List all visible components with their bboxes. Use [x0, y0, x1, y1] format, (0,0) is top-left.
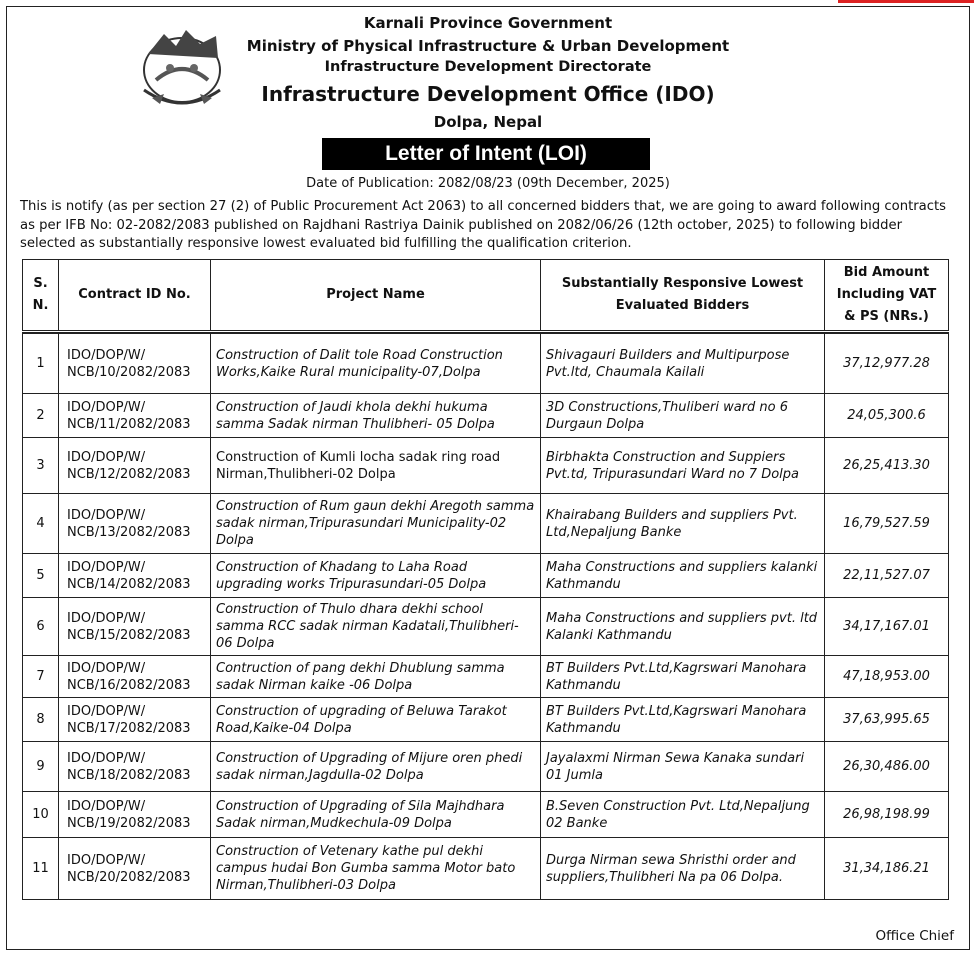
row-amount: 24,05,300.6	[825, 394, 949, 438]
row-sn: 7	[23, 656, 59, 698]
table-row	[23, 742, 949, 792]
row-sn: 1	[23, 334, 59, 394]
row-project: Construction of Vetenary kathe pul dekhi campus hudai Bon Gumba samma Motor bato Nirman,Thulibheri-03 Dolpa	[211, 838, 541, 900]
top-accent-bar	[838, 0, 974, 3]
row-project: Construction of Rum gaun dekhi Aregoth samma sadak nirman,Tripurasundari Municipality-02 Dolpa	[211, 494, 541, 554]
row-bidder: Maha Constructions and suppliers kalanki Kathmandu	[541, 554, 825, 598]
row-amount: 26,25,413.30	[825, 438, 949, 494]
row-contract-id: IDO/DOP/W/ NCB/17/2082/2083	[59, 698, 211, 742]
row-amount: 47,18,953.00	[825, 656, 949, 698]
row-contract-id: IDO/DOP/W/ NCB/14/2082/2083	[59, 554, 211, 598]
header-sn: S. N.	[23, 260, 59, 332]
row-contract-id: IDO/DOP/W/ NCB/20/2082/2083	[59, 838, 211, 900]
row-sn: 3	[23, 438, 59, 494]
row-project: Construction of Jaudi khola dekhi hukuma samma Sadak nirman Thulibheri- 05 Dolpa	[211, 394, 541, 438]
row-amount: 31,34,186.21	[825, 838, 949, 900]
row-sn: 2	[23, 394, 59, 438]
row-bidder: BT Builders Pvt.Ltd,Kagrswari Manohara Kathmandu	[541, 656, 825, 698]
row-contract-id: IDO/DOP/W/ NCB/10/2082/2083	[59, 334, 211, 394]
row-project: Construction of Dalit tole Road Construction Works,Kaike Rural municipality-07,Dolpa	[211, 334, 541, 394]
table-row	[23, 698, 949, 742]
header-project-name: Project Name	[211, 260, 541, 332]
header-bid-amount: Bid Amount Including VAT & PS (NRs.)	[825, 260, 949, 332]
row-bidder: Khairabang Builders and suppliers Pvt. Ltd,Nepaljung Banke	[541, 494, 825, 554]
row-sn: 11	[23, 838, 59, 900]
intro-paragraph: This is notify (as per section 27 (2) of Public Procurement Act 2063) to all concerned bidders that, we are going to award following contracts as per IFB No: 02-2082/2083 published on Rajdhani Rastriya Dainik published on 2082/06/26 (12th october, 2025) to following bidder selected as substantially responsive lowest evaluated bid fulfilling the qualification criterion.	[20, 199, 947, 251]
row-bidder: B.Seven Construction Pvt. Ltd,Nepaljung 02 Banke	[541, 792, 825, 838]
row-sn: 9	[23, 742, 59, 792]
row-sn: 4	[23, 494, 59, 554]
row-project: Construction of Thulo dhara dekhi school samma RCC sadak nirman Kadatali,Thulibheri-06 Dolpa	[211, 598, 541, 656]
ministry-name: Ministry of Physical Infrastructure & Urban Development	[246, 37, 730, 55]
table-row	[23, 334, 949, 394]
table-row	[23, 598, 949, 656]
row-bidder: Maha Constructions and suppliers pvt. ltd Kalanki Kathmandu	[541, 598, 825, 656]
row-bidder: Durga Nirman sewa Shristhi order and suppliers,Thulibheri Na pa 06 Dolpa.	[541, 838, 825, 900]
row-bidder: Shivagauri Builders and Multipurpose Pvt.ltd, Chaumala Kailali	[541, 334, 825, 394]
row-contract-id: IDO/DOP/W/ NCB/19/2082/2083	[59, 792, 211, 838]
office-name: Infrastructure Development Office (IDO)	[261, 82, 715, 106]
row-bidder: 3D Constructions,Thuliberi ward no 6 Durgaun Dolpa	[541, 394, 825, 438]
row-contract-id: IDO/DOP/W/ NCB/11/2082/2083	[59, 394, 211, 438]
province-name: Karnali Province Government	[363, 14, 613, 32]
row-amount: 34,17,167.01	[825, 598, 949, 656]
table-row	[23, 554, 949, 598]
table-row	[23, 656, 949, 698]
row-amount: 26,30,486.00	[825, 742, 949, 792]
table-row	[23, 792, 949, 838]
row-amount: 16,79,527.59	[825, 494, 949, 554]
row-contract-id: IDO/DOP/W/ NCB/16/2082/2083	[59, 656, 211, 698]
signoff-office-chief: Office Chief	[875, 928, 954, 944]
row-contract-id: IDO/DOP/W/ NCB/13/2082/2083	[59, 494, 211, 554]
table-header-row	[23, 260, 949, 332]
row-contract-id: IDO/DOP/W/ NCB/18/2082/2083	[59, 742, 211, 792]
bid-table	[22, 259, 949, 900]
table-row	[23, 394, 949, 438]
directorate-name: Infrastructure Development Directorate	[324, 59, 652, 75]
row-amount: 26,98,198.99	[825, 792, 949, 838]
row-amount: 37,63,995.65	[825, 698, 949, 742]
row-contract-id: IDO/DOP/W/ NCB/15/2082/2083	[59, 598, 211, 656]
row-amount: 37,12,977.28	[825, 334, 949, 394]
row-sn: 8	[23, 698, 59, 742]
header-contract-id: Contract ID No.	[59, 260, 211, 332]
row-bidder: BT Builders Pvt.Ltd,Kagrswari Manohara Kathmandu	[541, 698, 825, 742]
row-project: Construction of upgrading of Beluwa Tarakot Road,Kaike-04 Dolpa	[211, 698, 541, 742]
row-project: Construction of Upgrading of Sila Majhdhara Sadak nirman,Mudkechula-09 Dolpa	[211, 792, 541, 838]
header-bidder: Substantially Responsive Lowest Evaluated Bidders	[541, 260, 825, 332]
row-project: Construction of Kumli locha sadak ring road Nirman,Thulibheri-02 Dolpa	[211, 438, 541, 494]
row-sn: 10	[23, 792, 59, 838]
row-bidder: Birbhakta Construction and Suppiers Pvt.td, Tripurasundari Ward no 7 Dolpa	[541, 438, 825, 494]
row-bidder: Jayalaxmi Nirman Sewa Kanaka sundari 01 Jumla	[541, 742, 825, 792]
publication-date: Date of Publication: 2082/08/23 (09th December, 2025)	[306, 176, 670, 191]
table-row	[23, 438, 949, 494]
notice-title: Letter of Intent (LOI)	[322, 138, 650, 170]
row-project: Contruction of pang dekhi Dhublung samma sadak Nirman kaike -06 Dolpa	[211, 656, 541, 698]
row-project: Construction of Khadang to Laha Road upgrading works Tripurasundari-05 Dolpa	[211, 554, 541, 598]
row-sn: 5	[23, 554, 59, 598]
office-location: Dolpa, Nepal	[433, 113, 543, 131]
table-row	[23, 494, 949, 554]
row-project: Construction of Upgrading of Mijure oren phedi sadak nirman,Jagdulla-02 Dolpa	[211, 742, 541, 792]
row-amount: 22,11,527.07	[825, 554, 949, 598]
row-sn: 6	[23, 598, 59, 656]
row-contract-id: IDO/DOP/W/ NCB/12/2082/2083	[59, 438, 211, 494]
table-row	[23, 838, 949, 900]
